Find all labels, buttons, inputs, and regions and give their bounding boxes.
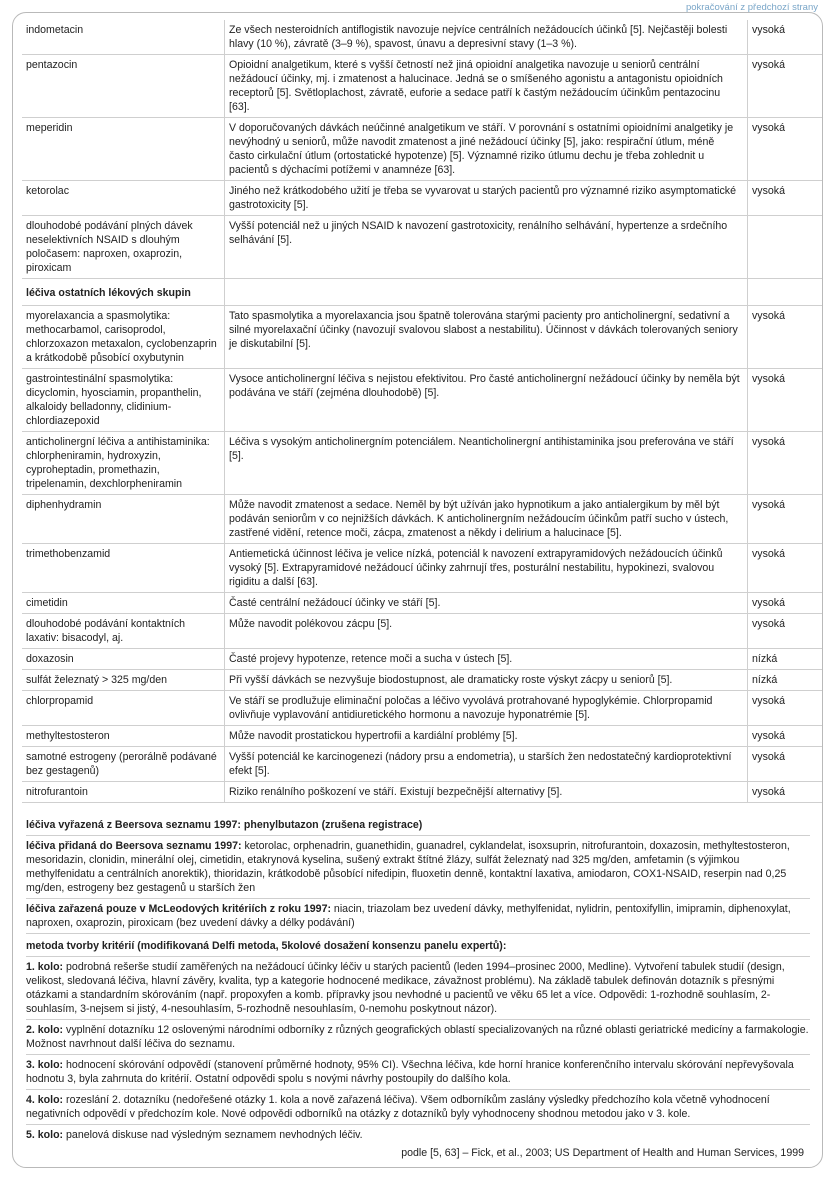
severity-cell: nízká [748, 670, 824, 691]
removed-note: léčiva vyřazená z Beersova seznamu 1997: phenylbutazon (zrušena registrace) [26, 813, 810, 836]
drug-name-cell: chlorpropamid [22, 691, 225, 726]
severity-cell: vysoká [748, 726, 824, 747]
drug-name-cell: meperidin [22, 118, 225, 181]
drug-name-cell: cimetidin [22, 593, 225, 614]
severity-cell: vysoká [748, 118, 824, 181]
drug-name-cell: diphenhydramin [22, 495, 225, 544]
severity-cell: vysoká [748, 747, 824, 782]
round-2 [26, 1020, 810, 1055]
drug-name-cell: sulfát železnatý > 325 mg/den [22, 670, 225, 691]
table-row [22, 747, 823, 782]
description-cell: Časté projevy hypotenze, retence moči a sucha v ústech [5]. [225, 649, 748, 670]
description-cell: Tato spasmolytika a myorelaxancia jsou špatně tolerována starými pacienty pro anticholinergní, sedativní a silné myorelaxační účinky (navozují svalovou slabost a nestabilitu). Účinnost v dávkách tolerovaných seniory je diskutabilní [5]. [225, 306, 748, 369]
severity-cell [748, 216, 824, 279]
round-label: 4. kolo: [26, 1094, 64, 1106]
severity-cell: vysoká [748, 782, 824, 803]
round-text: vyplnění dotazníku 12 oslovenými národními odborníky z různých geografických oblastí specializovaných na různé oblasti geriatrické medicíny a farmakologie. Možnost navrhnout další léčiva do seznamu. [26, 1024, 809, 1050]
drug-name-cell: nitrofurantoin [22, 782, 225, 803]
table-row [22, 181, 823, 216]
table-row [22, 118, 823, 181]
continuation-note: pokračování z předchozí strany [685, 2, 818, 13]
severity-cell: vysoká [748, 544, 824, 593]
description-cell: Ve stáří se prodlužuje eliminační poločas a léčivo vyvolává protrahované hypoglykémie. Chlorpropamid ovlivňuje vyplavování antidiuretického hormonu a navozuje hyponatrémie [5]. [225, 691, 748, 726]
table-frame [12, 12, 823, 1168]
table-row [22, 593, 823, 614]
description-cell: Riziko renálního poškození ve stáří. Existují bezpečnější alternativy [5]. [225, 782, 748, 803]
description-cell: Může navodit zmatenost a sedace. Neměl by být užíván jako hypnotikum a jako antialergikum by měl být podáván seniorům v co nejnižších dávkách. K anticholinergním nežádoucím účinkům patří sucho v ústech, zastřené vidění, retence moči, zácpa, zmatenost a někdy i delirium a halucinace [5]. [225, 495, 748, 544]
description-cell: Ze všech nesteroidních antiflogistik navozuje nejvíce centrálních nežádoucích účinků [5]. Nejčastěji bolesti hlavy (10 %), závratě (3–9 %), spavost, únavu a depresivní stavy (1–3 %). [225, 20, 748, 55]
severity-cell: vysoká [748, 691, 824, 726]
round-text: podrobná rešerše studií zaměřených na nežádoucí účinky léčiv u starých pacientů (leden 1994–prosinec 2000, Medline). Vytvoření tabulek studií (design, velikost, sledovaná léčiva, hlavní závěry, kvalita, typ a kategorie hodnocené medikace, závažnost problému). Na základě tabulek definován dotazník s přesnými otázkami a standardním skórováním (např. propoxyfen a komb. přípravky jsou nevhodné u pacientů ve věku 65 let a více. Odpovědi: 1-rozhodně souhlasím, 2-souhlasím, 3-nejsem si jistý, 4-nesouhlasím, 5-rozhodně nesouhlasím, 0-nemohu poskytnout názor). [26, 961, 785, 1015]
drug-name-cell: pentazocin [22, 55, 225, 118]
severity-cell: vysoká [748, 369, 824, 432]
severity-cell: vysoká [748, 181, 824, 216]
table-row [22, 369, 823, 432]
severity-cell: nízká [748, 649, 824, 670]
drug-name-cell: myorelaxancia a spasmolytika: methocarbamol, carisoprodol, chlorzoxazon metaxalon, cyclobenzaprin a krátkodobě působící oxybutynin [22, 306, 225, 369]
round-5 [26, 1125, 810, 1145]
section-row [22, 279, 823, 306]
table-row [22, 614, 823, 649]
table-row [22, 649, 823, 670]
added-text: ketorolac, orphenadrin, guanethidin, guanadrel, cyklandelat, isoxsuprin, nitrofurantoin, doxazosin, methyltestosteron, mesoridazin, clonidin, minerální olej, cimetidin, etakrynová kyselina, sušený extrakt štítné žlázy, sulfát železnatý nad 325 mg/den, amfetamin (s výjimkou methylfenidatu a centrálních anorektik), thioridazin, krátkodobě působící nifedipin, fluoxetin denně, kontaktní laxativa, amiodaron, COX1-NSAID, reserpin nad 0,25 mg/den, estrogeny bez gestagenů u starších žen [26, 840, 790, 894]
drug-name-cell: methyltestosteron [22, 726, 225, 747]
section-title: léčiva ostatních lékových skupin [22, 279, 225, 306]
table-row [22, 432, 823, 495]
drug-name-cell: dlouhodobé podávání plných dávek neselektivních NSAID s dlouhým poločasem: naproxen, oxaprozin, piroxicam [22, 216, 225, 279]
round-1 [26, 957, 810, 1020]
round-3 [26, 1055, 810, 1090]
drug-name-cell: anticholinergní léčiva a antihistaminika: chlorpheniramin, hydroxyzin, cyproheptadin, promethazin, tripelenamin, dexchlorpheniramin [22, 432, 225, 495]
round-4 [26, 1090, 810, 1125]
table-row [22, 782, 823, 803]
drug-name-cell: indometacin [22, 20, 225, 55]
table-row [22, 495, 823, 544]
table-row [22, 306, 823, 369]
round-label: 1. kolo: [26, 961, 64, 973]
severity-cell: vysoká [748, 432, 824, 495]
round-label: 3. kolo: [26, 1059, 64, 1071]
method-heading: metoda tvorby kritérií (modifikovaná Delfi metoda, 5kolové dosažení konsenzu panelu expertů): [26, 934, 810, 957]
description-cell: Léčiva s vysokým anticholinergním potenciálem. Neanticholinergní antihistaminika jsou preferována ve stáří [5]. [225, 432, 748, 495]
section-empty-cell [225, 279, 748, 306]
drug-name-cell: gastrointestinální spasmolytika: dicyclomin, hyosciamin, propanthelin, alkaloidy belladonny, clidinium-chlordiazepoxid [22, 369, 225, 432]
mcleod-text: niacin, triazolam bez uvedení dávky, methylfenidat, nylidrin, pentoxifyllin, imipramin, diphenoxylat, naproxen, oxaprozin, piroxicam (bez uvedení dávky a délky podávání) [26, 903, 791, 929]
description-cell: Vysoce anticholinergní léčiva s nejistou efektivitou. Pro časté anticholinergní nežádoucí účinky by neměla být podávána ve stáří (zejména dlouhodobě) [5]. [225, 369, 748, 432]
added-note [26, 836, 810, 899]
round-text: hodnocení skórování odpovědí (stanovení průměrné hodnoty, 95% CI). Všechna léčiva, kde horní hranice konferenčního intervalu skórování nepřevyšovala hodnotu 3, byla zahrnuta do kritérií. Ostatní odpovědi spolu s novými návrhy postoupily do dalšího kola. [26, 1059, 794, 1085]
severity-cell: vysoká [748, 55, 824, 118]
mcleod-label: léčiva zařazená pouze v McLeodových kritériích z roku 1997: [26, 903, 331, 915]
drug-name-cell: samotné estrogeny (perorálně podávané bez gestagenů) [22, 747, 225, 782]
description-cell: Může navodit polékovou zácpu [5]. [225, 614, 748, 649]
description-cell: Může navodit prostatickou hypertrofii a kardiální problémy [5]. [225, 726, 748, 747]
description-cell: Vyšší potenciál než u jiných NSAID k navození gastrotoxicity, renálního selhávání, hypertenze a srdečního selhávání [5]. [225, 216, 748, 279]
round-label: 2. kolo: [26, 1024, 64, 1036]
severity-cell: vysoká [748, 495, 824, 544]
drug-name-cell: trimethobenzamid [22, 544, 225, 593]
drug-name-cell: ketorolac [22, 181, 225, 216]
severity-cell: vysoká [748, 593, 824, 614]
notes-section [26, 813, 810, 1159]
severity-cell: vysoká [748, 306, 824, 369]
table-row [22, 691, 823, 726]
table-row [22, 55, 823, 118]
mcleod-note [26, 899, 810, 934]
round-text: panelová diskuse nad výsledným seznamem nevhodných léčiv. [63, 1129, 363, 1141]
drug-name-cell: dlouhodobé podávání kontaktních laxativ: bisacodyl, aj. [22, 614, 225, 649]
description-cell: Jiného než krátkodobého užití je třeba se vyvarovat u starých pacientů pro významné riziko asymptomatické gastrotoxicity [5]. [225, 181, 748, 216]
section-empty-cell [748, 279, 824, 306]
round-text: rozeslání 2. dotazníku (nedořešené otázky 1. kola a nově zařazená léčiva). Všem odborníkům zaslány výsledky předchozího kola včetně vyhodnocení negativních odpovědí v předchozím kole. Nové odpovědi odborníků na otázky z dotazníků byly vyhodnoceny shodnou metodou jako v 3. kole. [26, 1094, 770, 1120]
drug-name-cell: doxazosin [22, 649, 225, 670]
table-row [22, 544, 823, 593]
description-cell: Antiemetická účinnost léčiva je velice nízká, potenciál k navození extrapyramidových nežádoucích účinků vysoký [5]. Extrapyramidové nežádoucí účinky zahrnují třes, posturální nestabilitu, hypokinezi, svalovou rigiditu a další [63]. [225, 544, 748, 593]
description-cell: Při vyšší dávkách se nezvyšuje biodostupnost, ale dramaticky roste výskyt zácpy u seniorů [5]. [225, 670, 748, 691]
table-row [22, 670, 823, 691]
severity-cell: vysoká [748, 20, 824, 55]
round-label: 5. kolo: [26, 1129, 64, 1141]
description-cell: Vyšší potenciál ke karcinogenezi (nádory prsu a endometria), u starších žen nedostatečný kardioprotektivní efekt [5]. [225, 747, 748, 782]
description-cell: Časté centrální nežádoucí účinky ve stáří [5]. [225, 593, 748, 614]
table-row [22, 726, 823, 747]
severity-cell: vysoká [748, 614, 824, 649]
table-row [22, 216, 823, 279]
drug-table [22, 20, 823, 803]
source-citation: podle [5, 63] – Fick, et al., 2003; US Department of Health and Human Services, 1999 [401, 1147, 804, 1159]
description-cell: V doporučovaných dávkách neúčinné analgetikum ve stáří. V porovnání s ostatními opioidními analgetiky je nevýhodný u seniorů, může navodit zmatenost a jiné nežádoucí účinky [5], jako: respirační útlum, méně často cirkulační útlum (ortostatické hypotenze) [5]. Významné riziko útlumu dechu je třeba zohlednit u pacientů s dýchacími potížemi v anamnéze [63]. [225, 118, 748, 181]
table-row [22, 20, 823, 55]
description-cell: Opioidní analgetikum, které s vyšší četností než jiná opioidní analgetika navozuje u seniorů centrální nežádoucí účinky, mj. i zmatenost a halucinace. Jedná se o smíšeného agonistu a antagonistu opioidních receptorů [5]. Světloplachost, závratě, euforie a sedace patří k častým nežádoucím účinkům pentazocinu [63]. [225, 55, 748, 118]
added-label: léčiva přidaná do Beersova seznamu 1997: [26, 840, 242, 852]
